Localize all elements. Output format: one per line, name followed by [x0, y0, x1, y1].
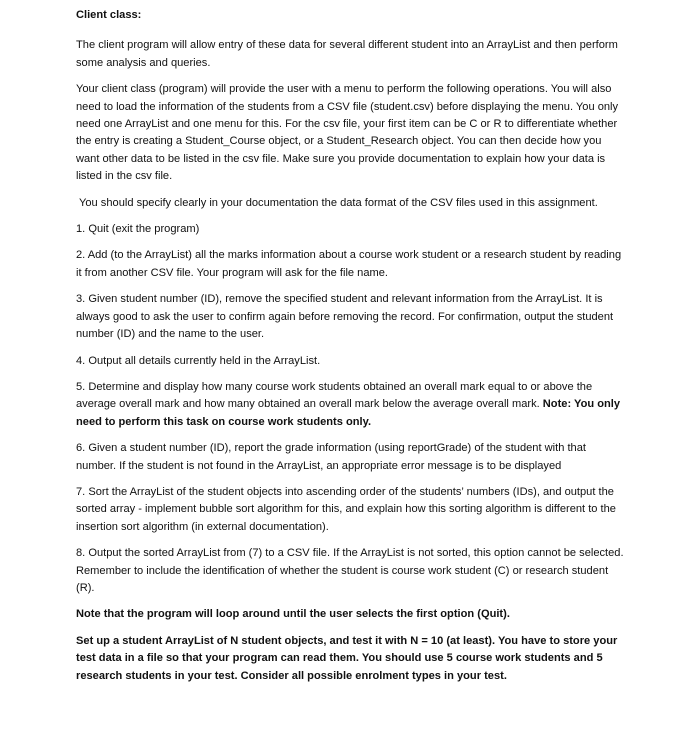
- list-item-output-csv: 8. Output the sorted ArrayList from (7) to a CSV file. If the ArrayList is not sorted, this option cannot be selected. Remember to include the identification of whether the student is course work student (C) or research student (R).: [76, 547, 624, 594]
- paragraph-menu-description: Your client class (program) will provide the user with a menu to perform the following operations. You will also need to load the information of the students from a CSV file (student.csv) before displaying the menu. You only need one ArrayList and one menu for this. For the csv file, your first item can be C or R to differentiate whether the entry is creating a Student_Course object, or a Student_Research object. You can then decide how you want other data to be listed in the csv file. Make sure you provide documentation to explain how your data is listed in the csv file.: [76, 83, 619, 183]
- note-test-setup: Set up a student ArrayList of N student objects, and test it with N = 10 (at least). You have to store your test data in a file so that your program can read them. You should use 5 course work students and 5 research students in your test. Consider all possible enrolment types in your test.: [76, 634, 618, 682]
- list-item-quit: 1. Quit (exit the program): [76, 223, 200, 236]
- list-item-report-grade: 6. Given a student number (ID), report the grade information (using reportGrade) of the student with that number. If the student is not found in the ArrayList, an appropriate error message is to be displayed: [76, 442, 586, 472]
- list-item-average-text: 5. Determine and display how many course work students obtained an overall mark equal to or above the average overall mark and how many obtained an overall mark below the average overall mark.: [76, 380, 593, 411]
- list-item-output-all: 4. Output all details currently held in the ArrayList.: [76, 354, 321, 367]
- list-item-average-note: Note: You only need to perform this task on course work students only.: [76, 398, 621, 428]
- document-body: [76, 7, 624, 694]
- paragraph-intro: The client program will allow entry of these data for several different student into an ArrayList and then perform some analysis and queries.: [76, 39, 618, 69]
- list-item-average: [76, 379, 624, 431]
- list-item-add: 2. Add (to the ArrayList) all the marks information about a course work student or a research student by reading it from another CSV file. Your program will ask for the file name.: [76, 249, 622, 279]
- list-item-remove: 3. Given student number (ID), remove the specified student and relevant information from the ArrayList. It is always good to ask the user to confirm again before removing the record. For confirmation, output the student number (ID) and the name to the user.: [76, 293, 614, 341]
- paragraph-csv-format: You should specify clearly in your documentation the data format of the CSV files used in this assignment.: [79, 196, 598, 209]
- note-loop: Note that the program will loop around until the user selects the first option (Quit).: [76, 608, 510, 621]
- section-heading: Client class:: [76, 9, 142, 21]
- list-item-sort: 7. Sort the ArrayList of the student objects into ascending order of the students’ numbers (IDs), and output the sorted array - implement bubble sort algorithm for this, and explain how this sorting algorithm is different to the insertion sort algorithm (in external documentation).: [76, 485, 616, 533]
